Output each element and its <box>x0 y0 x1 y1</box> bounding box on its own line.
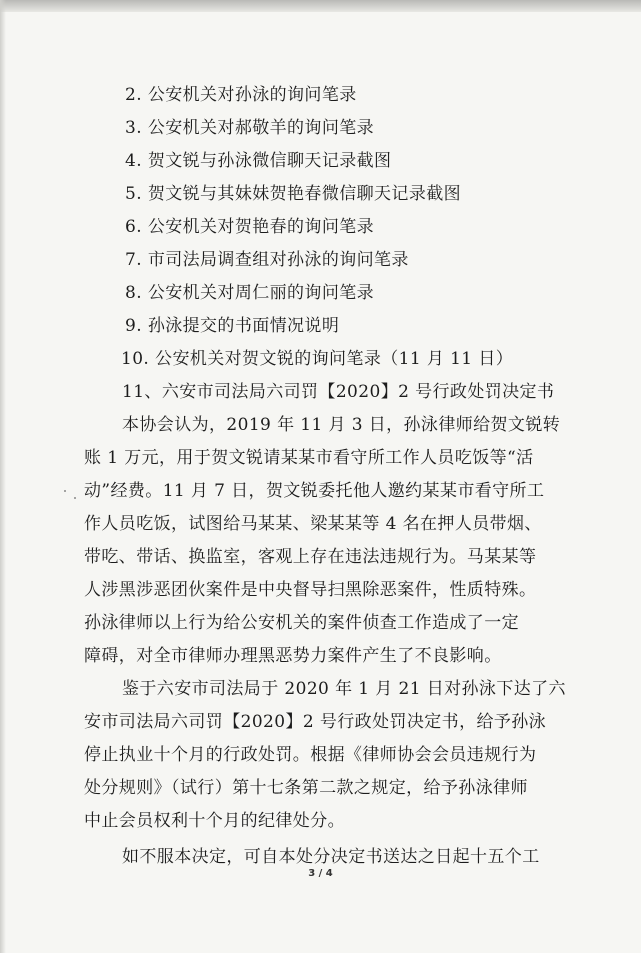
paragraph-line: 安市司法局六司罚【2020】2 号行政处罚决定书，给予孙泳 <box>84 712 547 732</box>
paragraph-line: 停止执业十个月的行政处罚。根据《律师协会会员违规行为 <box>84 745 537 765</box>
list-item: 9. 孙泳提交的书面情况说明 <box>125 316 340 336</box>
list-item: 6. 公安机关对贺艳春的询问笔录 <box>125 217 375 237</box>
list-item: 3. 公安机关对郝敬羊的询问笔录 <box>125 118 375 138</box>
list-item-11: 11、六安市司法局六司罚【2020】2 号行政处罚决定书 <box>122 382 555 402</box>
paragraph-line: 孙泳律师以上行为给公安机关的案件侦查工作造成了一定 <box>84 613 519 633</box>
paragraph-line: 中止会员权利十个月的纪律处分。 <box>84 811 345 831</box>
list-item: 7. 市司法局调查组对孙泳的询问笔录 <box>125 250 409 270</box>
scan-speck <box>74 497 76 499</box>
paragraph-line: 作人员吃饭，试图给马某某、梁某某等 4 名在押人员带烟、 <box>84 514 542 534</box>
paragraph-line: 人涉黑涉恶团伙案件是中央督导扫黑除恶案件，性质特殊。 <box>84 580 537 600</box>
paragraph-line: 障碍，对全市律师办理黑恶势力案件产生了不良影响。 <box>84 646 502 666</box>
list-item: 8. 公安机关对周仁丽的询问笔录 <box>125 283 375 303</box>
paragraph-line: 账 1 万元，用于贺文锐请某某市看守所工作人员吃饭等“活 <box>84 448 534 468</box>
paragraph-line: 本协会认为，2019 年 11 月 3 日，孙泳律师给贺文锐转 <box>122 415 561 435</box>
paragraph-line: 动”经费。11 月 7 日，贺文锐委托他人邀约某某市看守所工 <box>84 481 545 501</box>
paragraph-line: 鉴于六安市司法局于 2020 年 1 月 21 日对孙泳下达了六 <box>122 679 566 699</box>
list-item: 5. 贺文锐与其妹妹贺艳春微信聊天记录截图 <box>125 184 462 204</box>
scan-speck <box>64 490 66 492</box>
paragraph-line: 带吃、带话、换监室，客观上存在违法违规行为。马某某等 <box>84 547 537 567</box>
list-item: 4. 贺文锐与孙泳微信聊天记录截图 <box>125 151 392 171</box>
list-item: 2. 公安机关对孙泳的询问笔录 <box>125 85 357 105</box>
paragraph-line: 如不服本决定，可自本处分决定书送达之日起十五个工 <box>122 847 540 867</box>
paragraph-line: 处分规则》（试行）第十七条第二款之规定，给予孙泳律师 <box>84 778 528 798</box>
page-number: 3 / 4 <box>308 868 333 879</box>
list-item: 10. 公安机关对贺文锐的询问笔录（11 月 11 日） <box>121 349 514 369</box>
